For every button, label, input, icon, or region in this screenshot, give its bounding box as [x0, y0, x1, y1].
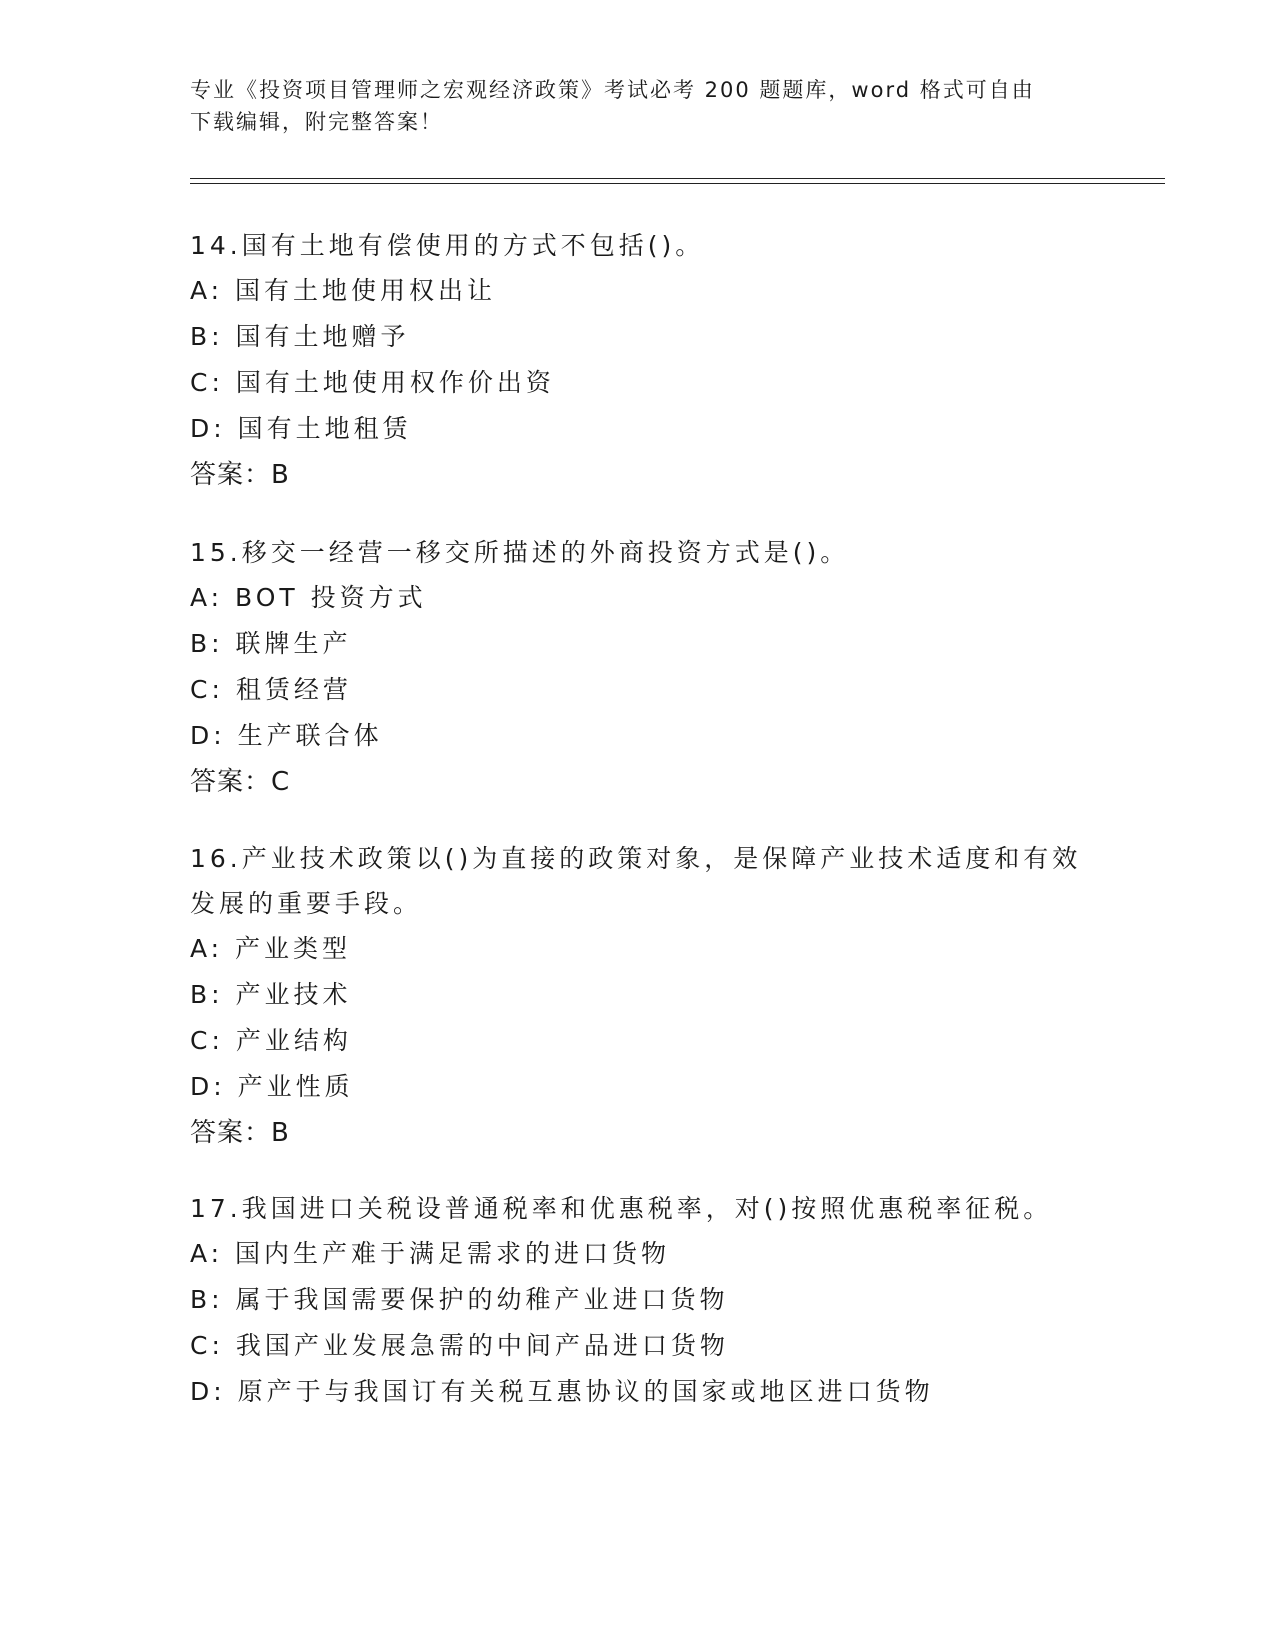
- option-c: C: 产业结构: [190, 1026, 352, 1055]
- option-c: C: 国有土地使用权作价出资: [190, 368, 555, 397]
- question-15: [190, 530, 1090, 805]
- header-line-1: 专业《投资项目管理师之宏观经济政策》考试必考 200 题题库，word 格式可自由: [190, 78, 1035, 102]
- option-b: B: 联牌生产: [190, 629, 352, 658]
- answer-label: 答案：: [190, 767, 272, 797]
- question-stem: 14.国有土地有偿使用的方式不包括()。: [190, 231, 705, 260]
- question-stem-line-1: 16.产业技术政策以()为直接的政策对象，是保障产业技术适度和有效: [190, 844, 1082, 873]
- document-header: [190, 74, 1090, 138]
- option-b: B: 属于我国需要保护的幼稚产业进口货物: [190, 1285, 729, 1314]
- option-c: C: 租赁经营: [190, 675, 352, 704]
- header-divider-bottom: [190, 183, 1165, 184]
- option-d: D: 国有土地租赁: [190, 414, 412, 443]
- header-divider-top: [190, 178, 1165, 179]
- option-d: D: 原产于与我国订有关税互惠协议的国家或地区进口货物: [190, 1377, 934, 1406]
- question-16: [190, 836, 1090, 1156]
- option-c: C: 我国产业发展急需的中间产品进口货物: [190, 1331, 729, 1360]
- option-d: D: 生产联合体: [190, 721, 383, 750]
- answer-line: [190, 452, 1090, 498]
- answer-value: C: [271, 767, 291, 797]
- header-line-2: 下载编辑，附完整答案！: [190, 110, 443, 134]
- answer-value: B: [271, 1118, 290, 1148]
- option-a: A: BOT 投资方式: [190, 583, 427, 612]
- question-stem: 17.我国进口关税设普通税率和优惠税率，对()按照优惠税率征税。: [190, 1194, 1053, 1223]
- option-a: A: 国有土地使用权出让: [190, 276, 497, 305]
- option-a: A: 国内生产难于满足需求的进口货物: [190, 1239, 671, 1268]
- option-d: D: 产业性质: [190, 1072, 354, 1101]
- option-a: A: 产业类型: [190, 934, 352, 963]
- answer-line: [190, 1110, 1090, 1156]
- question-17: [190, 1186, 1090, 1415]
- answer-label: 答案：: [190, 460, 272, 490]
- question-14: [190, 223, 1090, 498]
- answer-label: 答案：: [190, 1118, 272, 1148]
- option-b: B: 产业技术: [190, 980, 352, 1009]
- answer-value: B: [271, 460, 290, 490]
- question-stem: 15.移交一经营一移交所描述的外商投资方式是()。: [190, 538, 850, 567]
- question-stem-line-2: 发展的重要手段。: [190, 889, 423, 918]
- answer-line: [190, 759, 1090, 805]
- option-b: B: 国有土地赠予: [190, 322, 410, 351]
